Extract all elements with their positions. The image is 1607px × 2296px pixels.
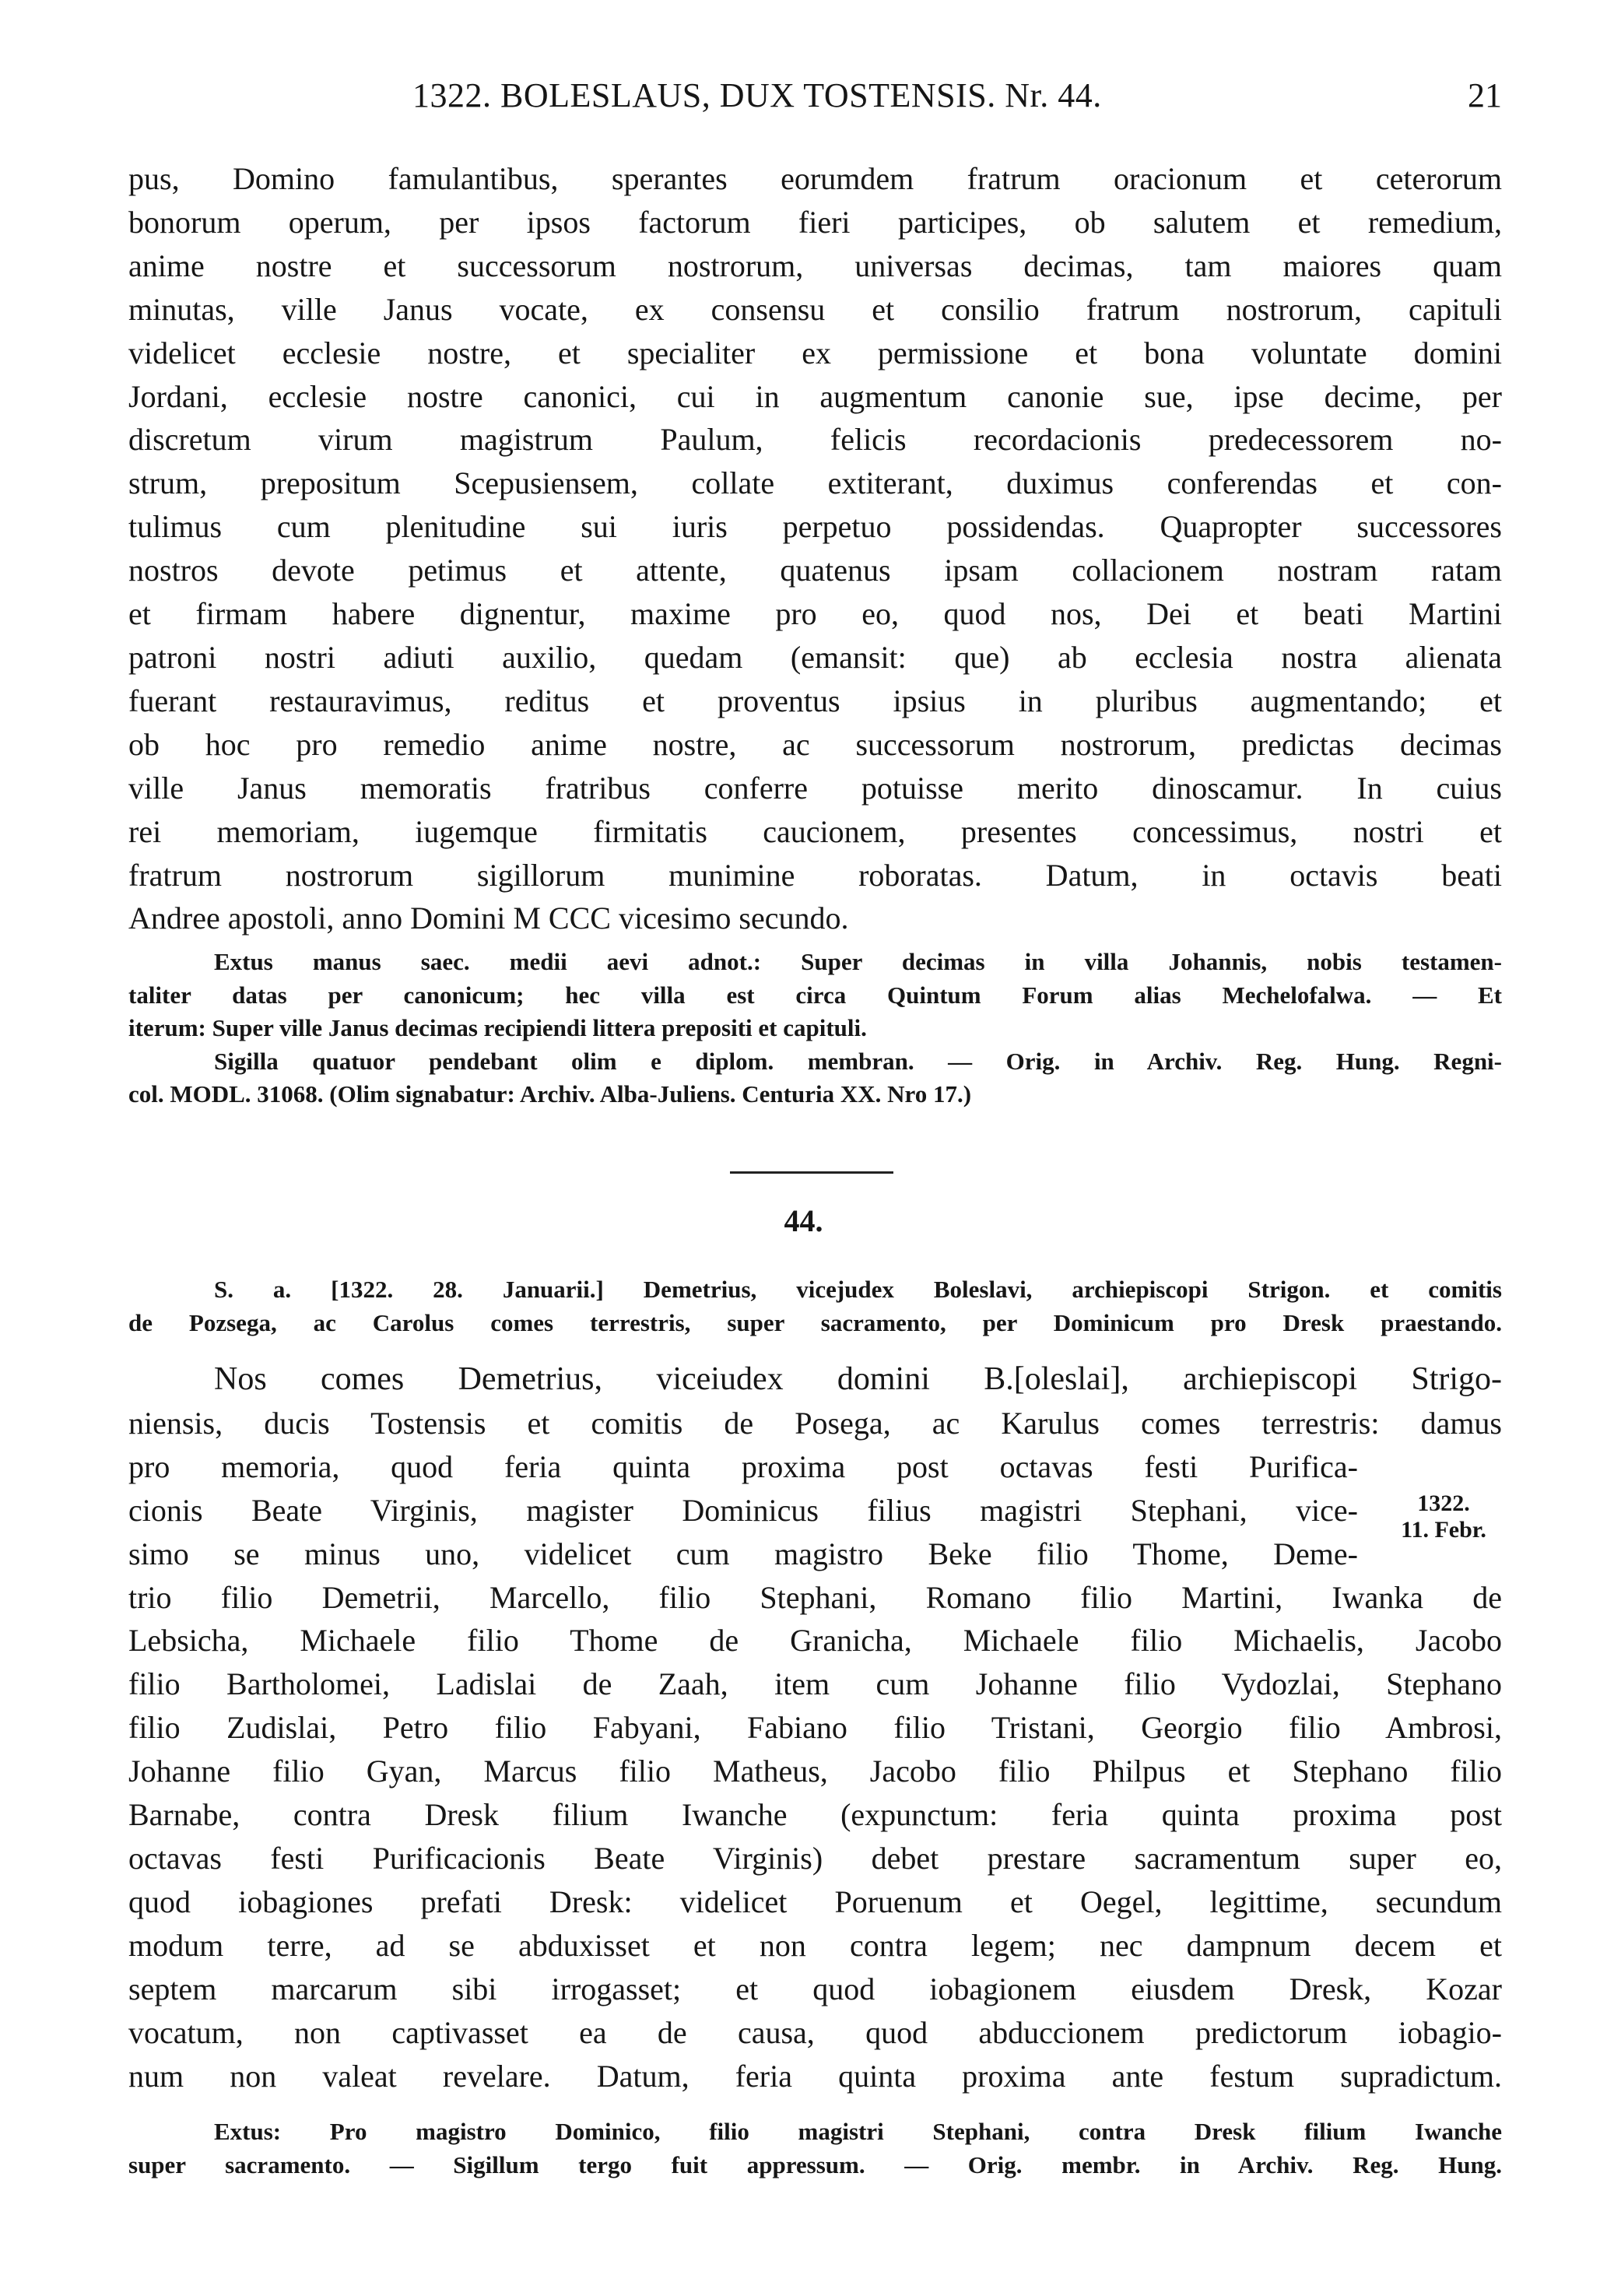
- text-line: octavas festi Purificacionis Beate Virginis) debet prestare sacramentum super eo,: [128, 1840, 1502, 1876]
- text-line: pus, Domino famulantibus, sperantes eorumdem fratrum oracionum et ceterorum: [128, 161, 1502, 196]
- text-line: Nos comes Demetrius, viceiudex domini B.[oleslai], archiepiscopi Strigo-: [214, 1361, 1502, 1397]
- text-line: Jordani, ecclesie nostre canonici, cui in augmentum canonie sue, ipse decime, per: [128, 378, 1502, 414]
- text-line: tulimus cum plenitudine sui iuris perpetuo possidendas. Quapropter successores: [128, 509, 1502, 545]
- section-divider: [730, 1171, 893, 1174]
- document-summary: [128, 1273, 1502, 1339]
- note-line: Sigilla quatuor pendebant olim e diplom. membran. — Orig. in Archiv. Reg. Hung. Regni-: [214, 1047, 1502, 1075]
- margin-year: 1322.: [1417, 1490, 1470, 1516]
- text-line: simo se minus uno, videlicet cum magistro Beke filio Thome, Deme-: [128, 1536, 1358, 1571]
- text-line: Lebsicha, Michaele filio Thome de Granicha, Michaele filio Michaelis, Jacobo: [128, 1623, 1502, 1659]
- header-title: 1322. BOLESLAUS, DUX TOSTENSIS. Nr. 44.: [412, 76, 1102, 114]
- text-line: Johanne filio Gyan, Marcus filio Matheus, Jacobo filio Philpus et Stephano filio: [128, 1754, 1502, 1789]
- text-line: et firmam habere dignentur, maxime pro eo, quod nos, Dei et beati Martini: [128, 596, 1502, 632]
- text-line: strum, prepositum Scepusiensem, collate extiterant, duximus conferendas et con-: [128, 465, 1502, 501]
- text-line: filio Bartholomei, Ladislai de Zaah, item cum Johanne filio Vydozlai, Stephano: [128, 1666, 1502, 1702]
- note-line: Extus manus saec. medii aevi adnot.: Super decimas in villa Johannis, nobis testamen-: [214, 948, 1502, 975]
- note-line: iterum: Super ville Janus decimas recipiendi littera prepositi et capituli.: [128, 1014, 867, 1041]
- text-line: trio filio Demetrii, Marcello, filio Stephani, Romano filio Martini, Iwanka de: [128, 1579, 1502, 1615]
- archival-note-2: [128, 2115, 1502, 2182]
- text-line: Barnabe, contra Dresk filium Iwanche (expunctum: feria quinta proxima post: [128, 1797, 1502, 1833]
- text-line: quod iobagiones prefati Dresk: videlicet Poruenum et Oegel, legittime, secundum: [128, 1883, 1502, 1919]
- summary-line: S. a. [1322. 28. Januarii.] Demetrius, vicejudex Boleslavi, archiepiscopi Strigon. et comitis: [214, 1276, 1502, 1303]
- note-line: super sacramento. — Sigillum tergo fuit appressum. — Orig. membr. in Archiv. Reg. Hung.: [128, 2150, 1502, 2178]
- text-line: rei memoriam, iugemque firmitatis caucionem, presentes concessimus, nostri et: [128, 813, 1502, 849]
- text-line: filio Zudislai, Petro filio Fabyani, Fabiano filio Tristani, Georgio filio Ambrosi,: [128, 1710, 1502, 1746]
- text-line: videlicet ecclesie nostre, et specialiter ex permissione et bona voluntate domini: [128, 335, 1502, 370]
- text-line: niensis, ducis Tostensis et comitis de Posega, ac Karulus comes terrestris: damus: [128, 1405, 1502, 1441]
- charter-text: [128, 1358, 1502, 2098]
- running-header: [128, 68, 1502, 123]
- text-line: cionis Beate Virginis, magister Dominicus filius magistri Stephani, vice-: [128, 1492, 1358, 1528]
- text-line: ob hoc pro remedio anime nostre, ac successorum nostrorum, predictas decimas: [128, 726, 1502, 762]
- margin-day: 11. Febr.: [1401, 1517, 1486, 1543]
- text-line: Andree apostoli, anno Domini M CCC vicesimo secundo.: [128, 900, 849, 936]
- note-line: taliter datas per canonicum; hec villa est circa Quintum Forum alias Mechelofalwa. — Et: [128, 981, 1502, 1009]
- text-line: ville Janus memoratis fratribus conferre potuisse merito dinoscamur. In cuius: [128, 770, 1502, 806]
- note-line: Extus: Pro magistro Dominico, filio magistri Stephani, contra Dresk filium Iwanche: [214, 2118, 1502, 2145]
- text-line: minutas, ville Janus vocate, ex consensu et consilio fratrum nostrorum, capituli: [128, 291, 1502, 327]
- text-line: num non valeat revelare. Datum, feria quinta proxima ante festum supradictum.: [128, 2058, 1502, 2094]
- page-number: 21: [1468, 76, 1502, 114]
- text-line: discretum virum magistrum Paulum, felicis recordacionis predecessorem no-: [128, 422, 1502, 458]
- margin-date: [1385, 1490, 1502, 1543]
- text-line: modum terre, ad se abduxisset et non contra legem; nec dampnum decem et: [128, 1927, 1502, 1963]
- text-line: patroni nostri adiuti auxilio, quedam (emansit: que) ab ecclesia nostra alienata: [128, 639, 1502, 675]
- text-line: fratrum nostrorum sigillorum munimine roboratas. Datum, in octavis beati: [128, 857, 1502, 893]
- summary-line: de Pozsega, ac Carolus comes terrestris, super sacramento, per Dominicum pro Dresk praestando.: [128, 1309, 1502, 1336]
- text-line: septem marcarum sibi irrogasset; et quod iobagionem eiusdem Dresk, Kozar: [128, 1971, 1502, 2006]
- archival-note: [128, 946, 1502, 1111]
- note-line: col. MODL. 31068. (Olim signabatur: Archiv. Alba-Juliens. Centuria XX. Nro 17.): [128, 1080, 972, 1108]
- text-line: bonorum operum, per ipsos factorum fieri participes, ob salutem et remedium,: [128, 204, 1502, 240]
- text-line: pro memoria, quod feria quinta proxima post octavas festi Purifica-: [128, 1448, 1358, 1484]
- text-line: nostros devote petimus et attente, quatenus ipsam collacionem nostram ratam: [128, 553, 1502, 588]
- text-line: vocatum, non captivasset ea de causa, quod abduccionem predictorum iobagio-: [128, 2014, 1502, 2050]
- text-line: anime nostre et successorum nostrorum, universas decimas, tam maiores quam: [128, 248, 1502, 283]
- text-line: fuerant restauravimus, reditus et proventus ipsius in pluribus augmentando; et: [128, 683, 1502, 718]
- document-number: 44.: [784, 1203, 823, 1238]
- charter-text-continued: [128, 157, 1502, 940]
